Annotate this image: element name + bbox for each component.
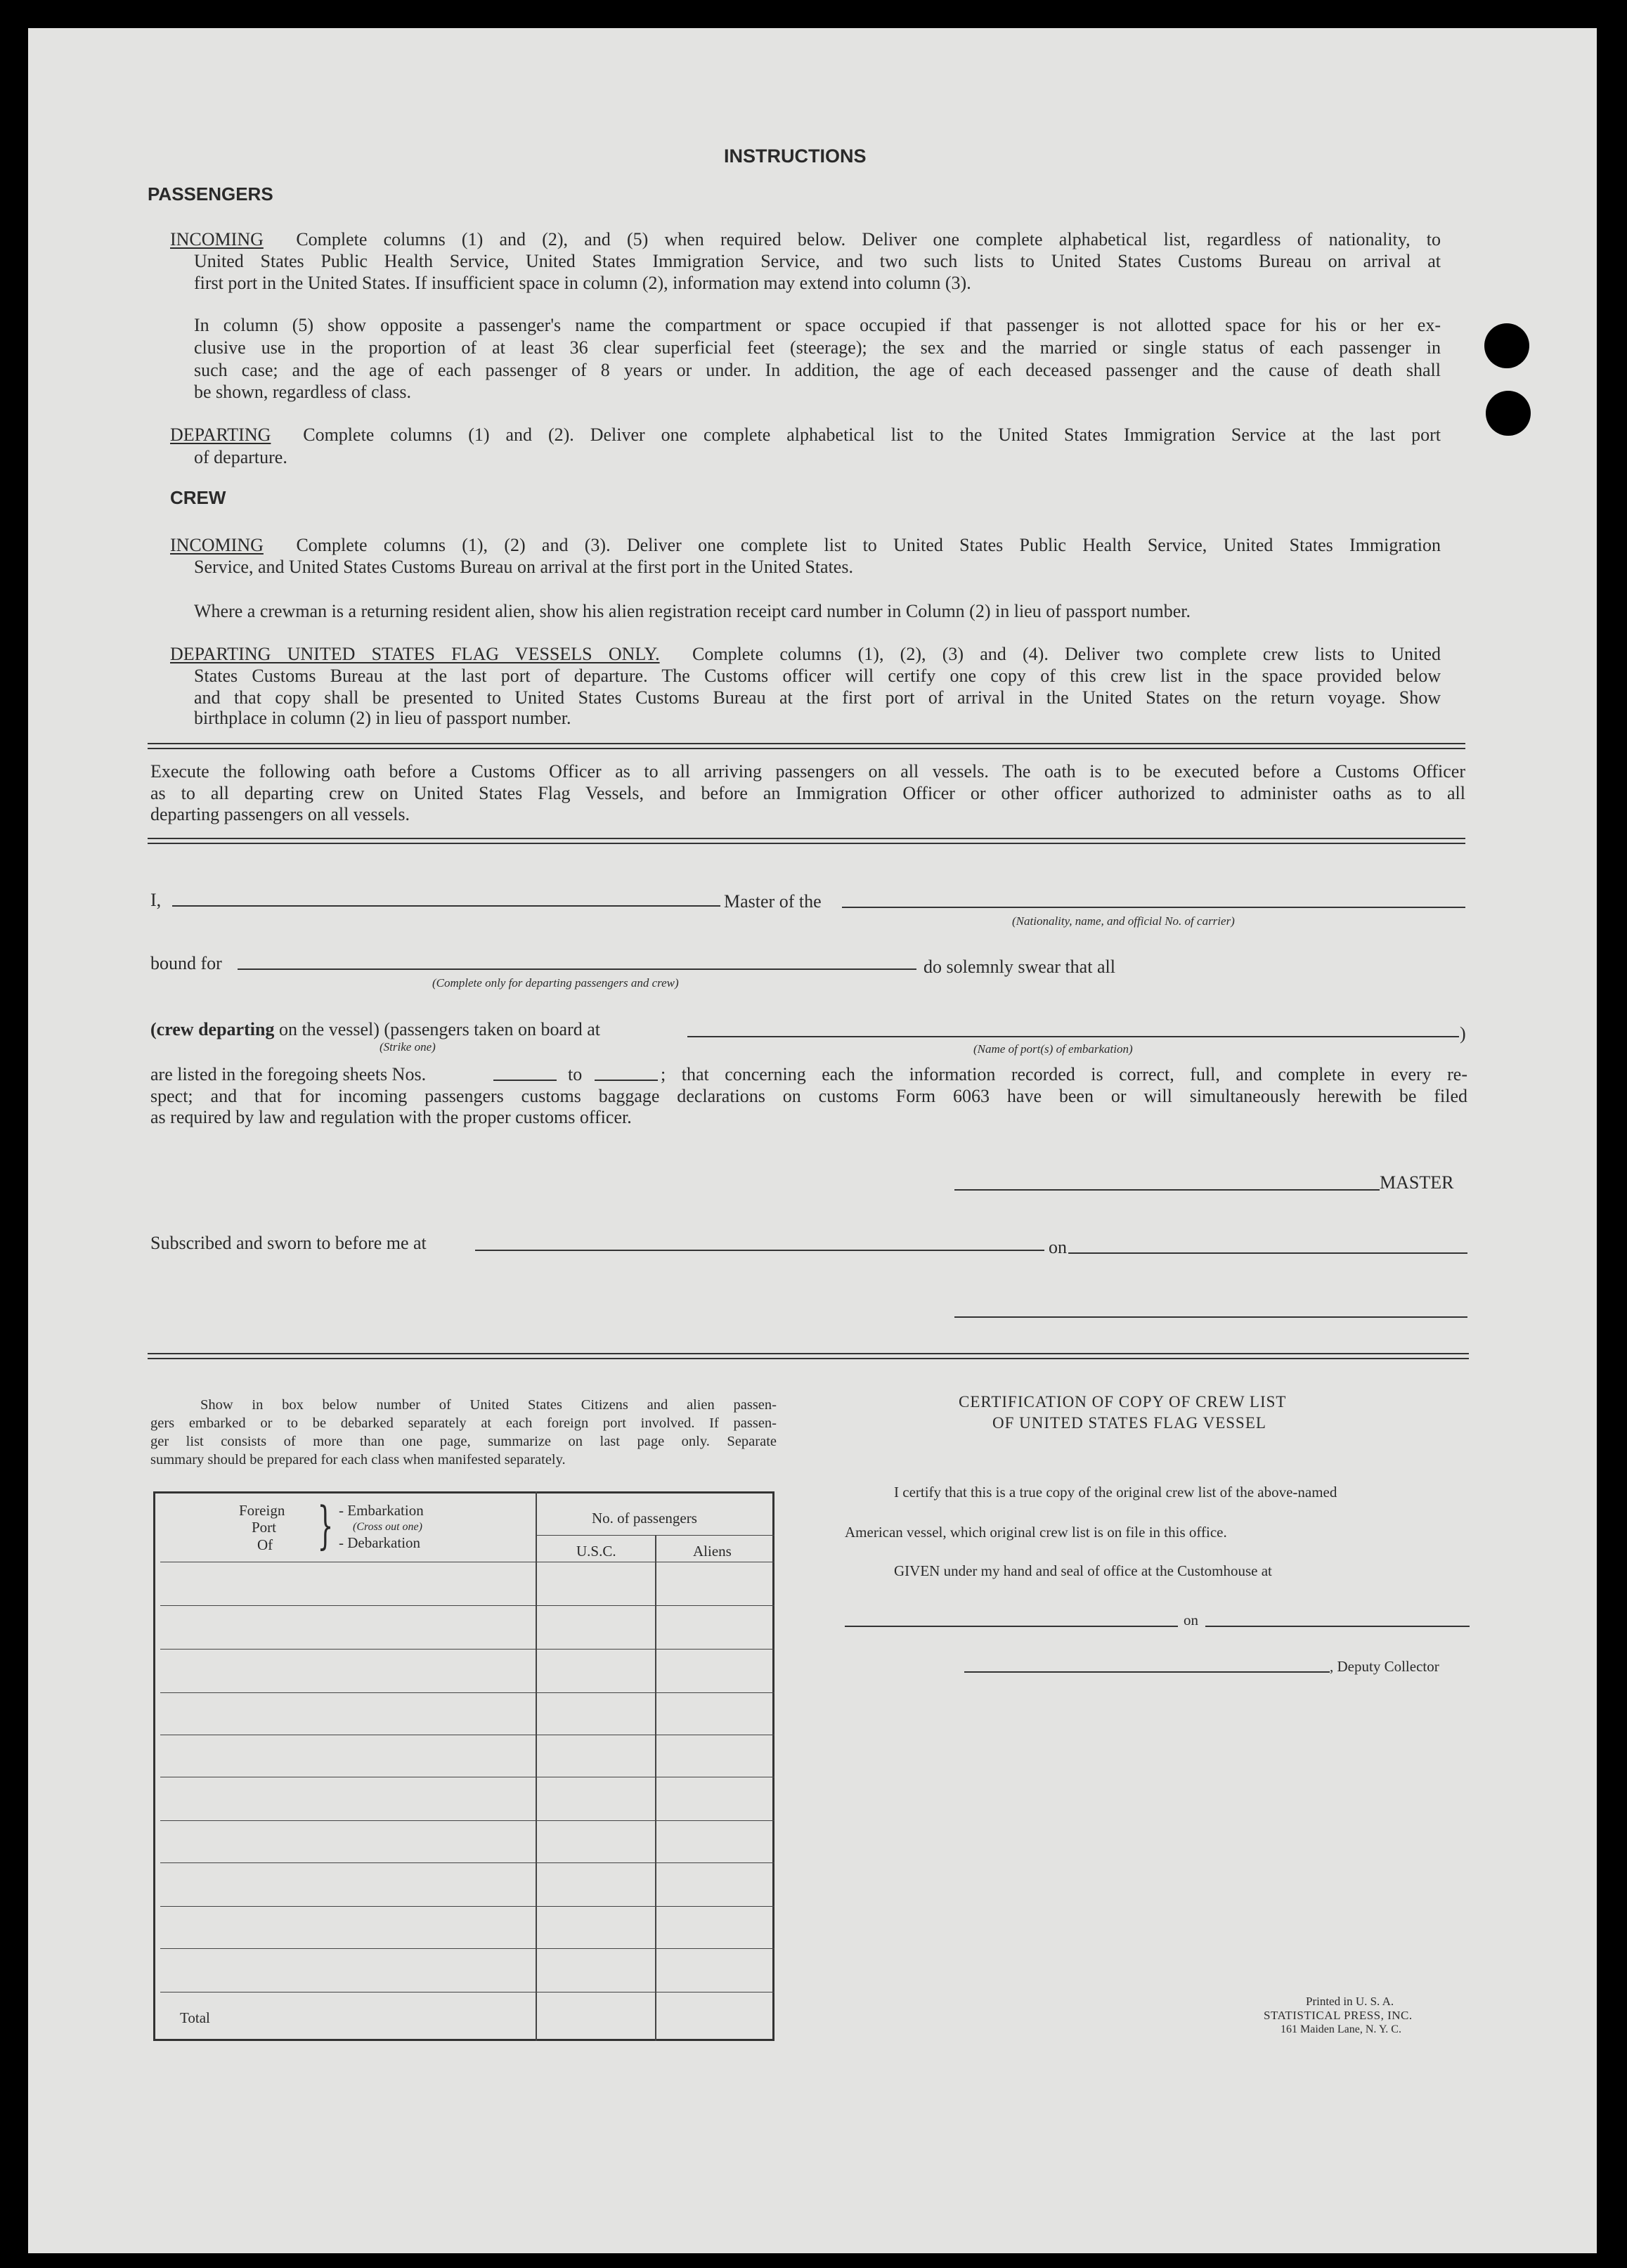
crew-resident-note: Where a crewman is a returning resident alien, show his alien registration receipt card number in Column (2) in lieu of passport number.: [194, 601, 1191, 621]
summary-note-line4: summary should be prepared for each class when manifested separately.: [150, 1452, 566, 1467]
total-label: Total: [180, 2009, 210, 2026]
oath-line2: spect; and that for incoming passengers customs baggage declarations on customs Form 6063 have been or will simultaneously herewith be filed: [150, 1086, 1467, 1106]
crew-incoming-label: INCOMING: [170, 535, 264, 555]
column5-line2: clusive use in the proportion of at least 36 clear superficial feet (steerage); the sex and the married or single status of each passenger in: [194, 337, 1441, 358]
printer-line1: Printed in U. S. A.: [1306, 1995, 1394, 2008]
strike-caption: (Strike one): [380, 1040, 436, 1054]
punch-hole: [1484, 323, 1529, 368]
table-row-line: [160, 1649, 774, 1650]
bound-for-label: bound for: [150, 953, 222, 973]
aliens-header: Aliens: [693, 1543, 732, 1560]
embarkation-label: - Embarkation: [339, 1502, 424, 1519]
table-row-line: [160, 1862, 774, 1863]
bound-for-caption: (Complete only for departing passengers and crew): [432, 976, 679, 990]
master-label: MASTER: [1380, 1172, 1454, 1193]
column5-line4: be shown, regardless of class.: [194, 382, 412, 402]
of-label: Of: [257, 1536, 273, 1553]
carrier-field[interactable]: [842, 907, 1465, 908]
master-name-field[interactable]: [172, 905, 720, 907]
oath-listed-rest: ; that concerning each the information recorded is correct, full, and complete in every re-: [661, 1064, 1467, 1084]
table-col-divider: [655, 1535, 656, 2041]
sheet-to-field[interactable]: [595, 1080, 658, 1081]
crew-departing-line3: and that copy shall be presented to United States Customs Bureau at the first port of arrival in the United States on the return voyage. Show: [194, 687, 1441, 708]
crew-heading: CREW: [170, 487, 226, 508]
section-divider: [148, 838, 1465, 844]
passengers-departing-line2: of departure.: [194, 447, 287, 467]
certification-text2: American vessel, which original crew list is on file in this office.: [845, 1524, 1227, 1541]
incoming-label: INCOMING: [170, 229, 264, 250]
brace-icon: }: [317, 1496, 334, 1555]
summary-note-line3: ger list consists of more than one page, summarize on last page only. Separate: [150, 1434, 777, 1449]
column5-line3: such case; and the age of each passenger of 8 years or under. In addition, the age of each deceased passenger and the cause of death shall: [194, 360, 1441, 380]
debarkation-label: - Debarkation: [339, 1534, 421, 1551]
passengers-incoming-line1: INCOMING Complete columns (1) and (2), and (5) when required below. Deliver one complete alphabetical list, regardless of nationality, to: [170, 229, 1441, 250]
officer-signature-field[interactable]: [954, 1316, 1467, 1318]
certification-on-label: on: [1184, 1612, 1198, 1628]
crew-departing-option: (crew departing on the vessel) (passengers taken on board at: [150, 1019, 600, 1039]
passengers-incoming-line3: first port in the United States. If insufficient space in column (2), information may extend into column (3).: [194, 273, 971, 293]
certification-date-field[interactable]: [1205, 1626, 1470, 1627]
certification-text1: I certify that this is a true copy of the original crew list of the above-named: [894, 1484, 1337, 1501]
table-row-line: [160, 1906, 774, 1907]
sheets-to-text: to: [568, 1064, 583, 1084]
passengers-departing-line1: DEPARTING Complete columns (1) and (2). Deliver one complete alphabetical list to the United States Immigration Service at the last port: [170, 425, 1441, 445]
no-of-passengers-header: No. of passengers: [592, 1510, 697, 1527]
sworn-date-field[interactable]: [1068, 1252, 1467, 1254]
certification-title-line1: CERTIFICATION OF COPY OF CREW LIST: [959, 1393, 1287, 1411]
summary-note-line1: Show in box below number of United States Citizens and alien passen-: [200, 1397, 777, 1413]
embarkation-ports-field[interactable]: [687, 1036, 1459, 1037]
passengers-heading: PASSENGERS: [148, 183, 273, 205]
crew-incoming-line1: INCOMING Complete columns (1), (2) and (3). Deliver one complete list to United States Public Health Service, United States Immigration: [170, 535, 1441, 555]
oath-instruction-line1: Execute the following oath before a Customs Officer as to all arriving passengers on all vessels. The oath is to be executed before a Customs Officer: [150, 761, 1465, 782]
certification-text3: GIVEN under my hand and seal of office at the Customhouse at: [894, 1562, 1272, 1579]
page-title: INSTRUCTIONS: [724, 145, 867, 167]
crew-departing-line2: States Customs Bureau at the last port of departure. The Customs officer will certify one copy of this crew list in the space provided below: [194, 666, 1441, 686]
sheets-from-text: are listed in the foregoing sheets Nos.: [150, 1064, 427, 1084]
crew-incoming-line2: Service, and United States Customs Bureau on arrival at the first port in the United States.: [194, 557, 853, 577]
column5-line1: In column (5) show opposite a passenger's name the compartment or space occupied if that passenger is not allotted space for his or her ex-: [194, 315, 1441, 335]
customhouse-field[interactable]: [845, 1626, 1178, 1627]
sheet-from-field[interactable]: [493, 1080, 557, 1081]
section-divider: [148, 743, 1465, 749]
table-row-line: [160, 1948, 774, 1949]
deputy-collector-label: , Deputy Collector: [1330, 1658, 1439, 1675]
port-label: Port: [252, 1519, 277, 1536]
printer-line2: STATISTICAL PRESS, INC.: [1264, 2009, 1413, 2022]
crew-departing-line4: birthplace in column (2) in lieu of passport number.: [194, 708, 571, 728]
master-of-the-label: Master of the: [724, 891, 822, 912]
oath-i-label: I,: [150, 890, 162, 910]
oath-instruction-line2: as to all departing crew on United States Flag Vessels, and before an Immigration Officer or other officer authorized to administer oaths as to all: [150, 783, 1465, 803]
bound-for-field[interactable]: [238, 968, 916, 970]
oath-instruction-line3: departing passengers on all vessels.: [150, 804, 410, 824]
usc-header: U.S.C.: [576, 1543, 616, 1560]
sworn-on-label: on: [1049, 1237, 1067, 1257]
cross-out-label: (Cross out one): [353, 1521, 422, 1533]
departing-label: DEPARTING: [170, 425, 271, 445]
table-header-divider: [536, 1535, 774, 1536]
sworn-place-field[interactable]: [475, 1250, 1044, 1251]
subscribed-label: Subscribed and sworn to before me at: [150, 1233, 427, 1253]
close-paren: ): [1460, 1023, 1466, 1044]
passengers-incoming-line2: United States Public Health Service, United States Immigration Service, and two such lists to United States Customs Bureau on arrival at: [194, 251, 1441, 271]
carrier-caption: (Nationality, name, and official No. of carrier): [1012, 914, 1235, 928]
oath-line3: as required by law and regulation with the proper customs officer.: [150, 1107, 632, 1127]
printer-line3: 161 Maiden Lane, N. Y. C.: [1281, 2023, 1401, 2035]
summary-note-line2: gers embarked or to be debarked separately at each foreign port involved. If passen-: [150, 1415, 777, 1431]
table-row-line: [160, 1605, 774, 1606]
summary-table: [153, 1491, 774, 2041]
table-row-line: [160, 1692, 774, 1693]
deputy-signature-field[interactable]: [964, 1671, 1330, 1673]
crew-departing-line1: DEPARTING UNITED STATES FLAG VESSELS ONLY. Complete columns (1), (2), (3) and (4). Deliver two complete crew lists to United: [170, 644, 1441, 664]
certification-title-line2: OF UNITED STATES FLAG VESSEL: [992, 1414, 1266, 1432]
table-col-divider: [536, 1491, 537, 2041]
foreign-label: Foreign: [239, 1502, 285, 1519]
section-divider: [148, 1353, 1469, 1359]
master-signature-field[interactable]: [954, 1189, 1380, 1191]
table-row-line: [160, 1820, 774, 1821]
crew-departing-label: DEPARTING UNITED STATES FLAG VESSELS ONLY.: [170, 644, 660, 664]
punch-hole: [1486, 391, 1531, 436]
ports-caption: (Name of port(s) of embarkation): [973, 1042, 1133, 1056]
swear-text: do solemnly swear that all: [923, 957, 1115, 977]
